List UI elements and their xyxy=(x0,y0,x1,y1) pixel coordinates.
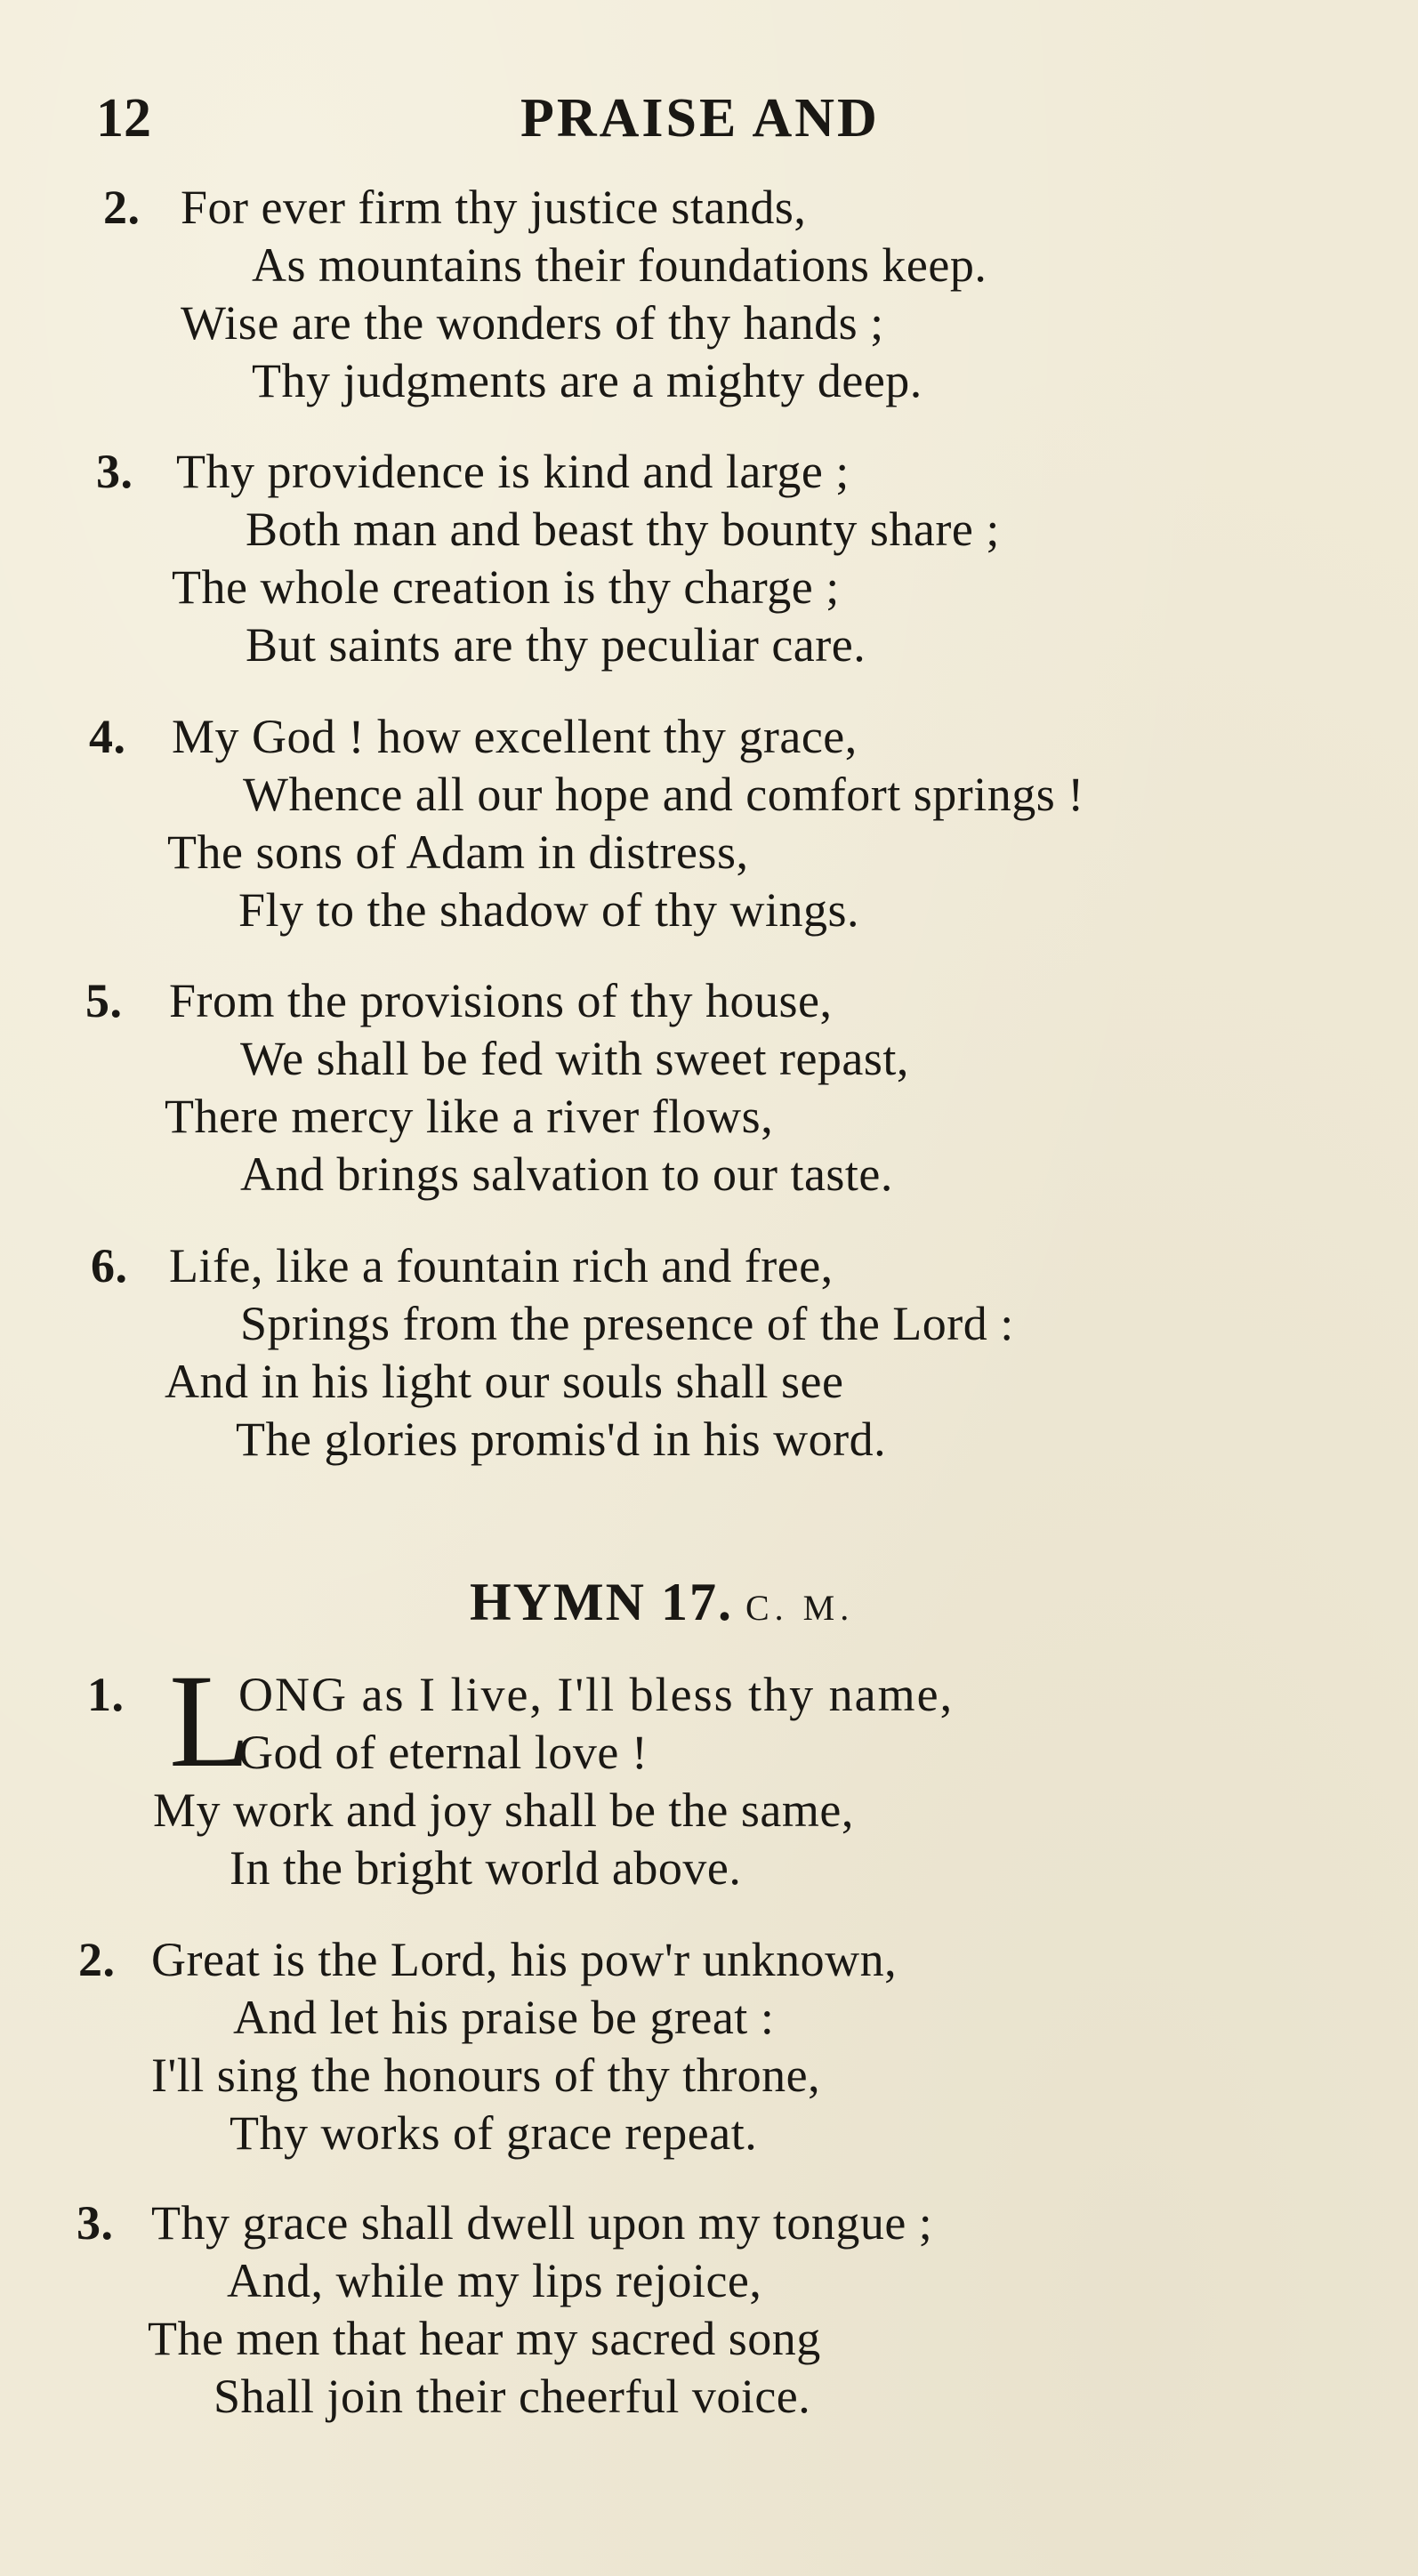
hymn-heading xyxy=(470,1571,854,1647)
verse-line: Shall join their cheerful voice. xyxy=(214,2370,811,2423)
stanza-number: 4. xyxy=(89,710,126,763)
verse-line: As mountains their foundations keep. xyxy=(252,238,987,292)
verse-line: I'll sing the honours of thy throne, xyxy=(151,2049,821,2102)
verse-line: ONG as I live, I'll bless thy name, xyxy=(238,1668,955,1721)
verse-line: And in his light our souls shall see xyxy=(165,1355,844,1408)
verse-line: My work and joy shall be the same, xyxy=(153,1783,854,1837)
verse-line: There mercy like a river flows, xyxy=(165,1090,774,1143)
verse-line: Fly to the shadow of thy wings. xyxy=(238,883,859,937)
stanza-number: 6. xyxy=(91,1239,128,1292)
stanza-number: 2. xyxy=(78,1933,116,1986)
stanza-number: 1. xyxy=(87,1668,125,1721)
verse-line: But saints are thy peculiar care. xyxy=(246,618,866,672)
verse-line: And let his praise be great : xyxy=(233,1991,775,2044)
verse-line: Springs from the presence of the Lord : xyxy=(240,1297,1014,1350)
stanza-number: 5. xyxy=(85,974,123,1027)
verse-line: Both man and beast thy bounty share ; xyxy=(246,503,1000,556)
verse-line: Whence all our hope and comfort springs ! xyxy=(243,768,1084,821)
verse-line: Life, like a fountain rich and free, xyxy=(169,1239,834,1292)
verse-line: The whole creation is thy charge ; xyxy=(172,560,840,614)
stanza-number: 3. xyxy=(77,2196,114,2250)
running-title: PRAISE AND xyxy=(520,88,880,149)
verse-line: We shall be fed with sweet repast, xyxy=(240,1032,909,1085)
verse-line: Thy providence is kind and large ; xyxy=(176,445,850,498)
verse-line: Thy works of grace repeat. xyxy=(230,2106,758,2160)
hymn-meter: C. M. xyxy=(745,1588,855,1628)
verse-line: From the provisions of thy house, xyxy=(169,974,833,1027)
page-number: 12 xyxy=(96,88,151,149)
drop-cap: L xyxy=(169,1647,251,1795)
verse-line: The glories promis'd in his word. xyxy=(236,1413,887,1466)
hymn-title: HYMN 17. xyxy=(470,1573,733,1631)
verse-line: And, while my lips rejoice, xyxy=(227,2254,762,2307)
verse-line: Thy grace shall dwell upon my tongue ; xyxy=(151,2196,933,2250)
stanza-number: 3. xyxy=(96,445,133,498)
verse-line: Thy judgments are a mighty deep. xyxy=(252,354,923,407)
verse-line: In the bright world above. xyxy=(230,1841,742,1895)
verse-line: God of eternal love ! xyxy=(238,1726,649,1779)
verse-line: And brings salvation to our taste. xyxy=(240,1147,893,1201)
verse-line: Wise are the wonders of thy hands ; xyxy=(181,296,884,350)
verse-line: Great is the Lord, his pow'r unknown, xyxy=(151,1933,898,1986)
verse-line: My God ! how excellent thy grace, xyxy=(172,710,858,763)
verse-line: The men that hear my sacred song xyxy=(148,2312,821,2365)
stanza-number: 2. xyxy=(103,181,141,234)
verse-line: The sons of Adam in distress, xyxy=(167,825,749,879)
verse-line: For ever firm thy justice stands, xyxy=(181,181,807,234)
